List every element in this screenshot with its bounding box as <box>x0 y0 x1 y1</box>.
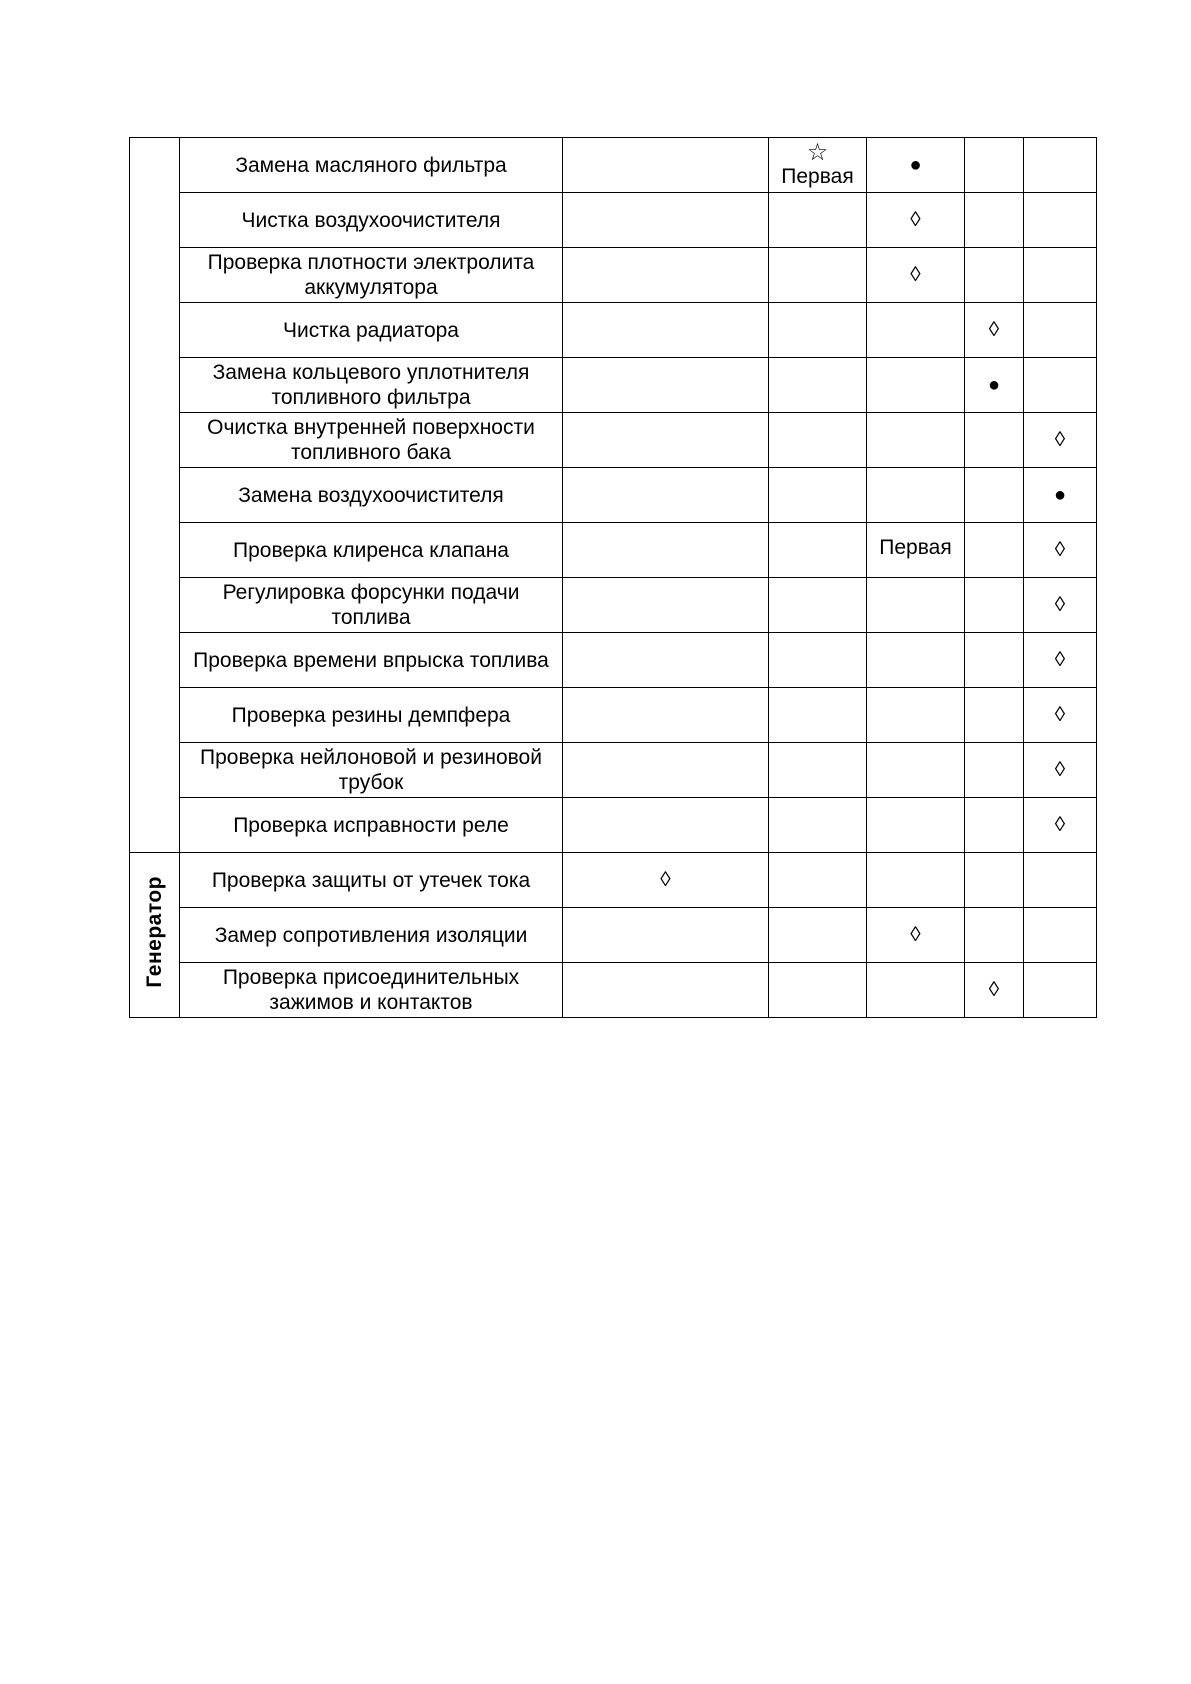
diamond-icon: ◊ <box>910 208 921 231</box>
interval-cell <box>1024 743 1097 798</box>
task-cell: Проверка защиты от утечек тока <box>180 853 563 908</box>
bullet-icon: ● <box>909 154 922 176</box>
interval-cell <box>1024 138 1097 193</box>
interval-cell <box>867 798 965 853</box>
interval-cell <box>563 193 769 248</box>
interval-cell <box>1024 798 1097 853</box>
interval-cell <box>769 908 867 963</box>
interval-cell <box>769 853 867 908</box>
interval-cell <box>867 963 965 1018</box>
interval-cell <box>769 413 867 468</box>
interval-cell <box>867 578 965 633</box>
interval-cell <box>563 413 769 468</box>
table-body <box>130 138 1097 1018</box>
interval-cell <box>563 743 769 798</box>
task-cell: Очистка внутренней поверхности топливного бака <box>180 413 563 468</box>
diamond-icon: ◊ <box>1054 758 1066 781</box>
bullet-icon: ● <box>987 374 1001 396</box>
interval-cell <box>965 743 1024 798</box>
interval-cell <box>965 853 1024 908</box>
interval-cell <box>1024 303 1097 358</box>
interval-cell <box>867 303 965 358</box>
interval-cell <box>965 468 1024 523</box>
interval-cell <box>965 413 1024 468</box>
interval-cell <box>867 633 965 688</box>
interval-cell <box>1024 908 1097 963</box>
interval-cell <box>867 413 965 468</box>
table-row <box>130 908 1097 963</box>
table-row <box>130 963 1097 1018</box>
first-note: Первая <box>781 165 854 188</box>
interval-cell <box>769 468 867 523</box>
interval-cell <box>965 193 1024 248</box>
task-cell: Чистка радиатора <box>180 303 563 358</box>
table-row <box>130 303 1097 358</box>
interval-cell <box>563 578 769 633</box>
interval-cell <box>769 688 867 743</box>
group-cell <box>130 853 180 1018</box>
task-cell: Регулировка форсунки подачи топлива <box>180 578 563 633</box>
interval-cell <box>1024 688 1097 743</box>
interval-cell <box>769 798 867 853</box>
task-cell: Проверка времени впрыска топлива <box>180 633 563 688</box>
task-cell: Замена воздухоочистителя <box>180 468 563 523</box>
group-label: Генератор <box>143 876 166 988</box>
interval-cell <box>1024 358 1097 413</box>
interval-cell <box>867 908 965 963</box>
diamond-icon: ◊ <box>988 978 1000 1001</box>
interval-cell <box>965 963 1024 1018</box>
interval-cell <box>563 523 769 578</box>
diamond-icon: ◊ <box>1054 648 1066 671</box>
table-row <box>130 688 1097 743</box>
group-cell <box>130 138 180 853</box>
interval-cell <box>867 248 965 303</box>
task-cell: Проверка клиренса клапана <box>180 523 563 578</box>
interval-cell <box>769 248 867 303</box>
interval-cell <box>965 908 1024 963</box>
interval-cell <box>563 138 769 193</box>
task-cell: Проверка резины демпфера <box>180 688 563 743</box>
interval-cell <box>965 688 1024 743</box>
table-row <box>130 358 1097 413</box>
table-row <box>130 468 1097 523</box>
interval-cell <box>563 853 769 908</box>
interval-cell <box>563 798 769 853</box>
interval-cell <box>563 303 769 358</box>
table-row <box>130 853 1097 908</box>
interval-cell <box>867 468 965 523</box>
interval-cell <box>1024 633 1097 688</box>
task-cell: Проверка плотности электролита аккумулятора <box>180 248 563 303</box>
interval-cell <box>965 248 1024 303</box>
interval-cell <box>867 138 965 193</box>
interval-cell <box>769 633 867 688</box>
interval-cell <box>563 633 769 688</box>
task-cell: Замена масляного фильтра <box>180 138 563 193</box>
interval-cell <box>965 633 1024 688</box>
maintenance-schedule-table <box>129 137 1097 1018</box>
table-row <box>130 523 1097 578</box>
diamond-icon: ◊ <box>1054 428 1066 451</box>
interval-cell <box>965 578 1024 633</box>
interval-cell <box>769 523 867 578</box>
interval-cell <box>867 853 965 908</box>
interval-cell <box>867 523 965 578</box>
bullet-icon: ● <box>1053 484 1067 506</box>
diamond-icon: ◊ <box>988 318 1000 341</box>
task-cell: Замена кольцевого уплотнителя топливного фильтра <box>180 358 563 413</box>
table-row <box>130 138 1097 193</box>
table-row <box>130 578 1097 633</box>
diamond-icon: ◊ <box>660 868 671 891</box>
interval-cell <box>965 358 1024 413</box>
diamond-icon: ◊ <box>910 923 921 946</box>
interval-cell <box>1024 578 1097 633</box>
interval-cell <box>867 688 965 743</box>
table-row <box>130 798 1097 853</box>
interval-cell <box>769 358 867 413</box>
interval-cell <box>563 908 769 963</box>
diamond-icon: ◊ <box>1054 703 1066 726</box>
diamond-icon: ◊ <box>1054 538 1066 561</box>
interval-cell <box>965 138 1024 193</box>
interval-cell <box>563 688 769 743</box>
interval-cell <box>769 743 867 798</box>
task-cell: Проверка исправности реле <box>180 798 563 853</box>
interval-cell <box>867 193 965 248</box>
task-cell: Замер сопротивления изоляции <box>180 908 563 963</box>
diamond-icon: ◊ <box>910 263 921 286</box>
interval-cell <box>769 193 867 248</box>
task-cell: Проверка присоединительных зажимов и контактов <box>180 963 563 1018</box>
first-note: Первая <box>879 536 952 559</box>
interval-cell <box>1024 193 1097 248</box>
interval-cell <box>563 248 769 303</box>
interval-cell <box>563 963 769 1018</box>
interval-cell <box>965 523 1024 578</box>
interval-cell <box>769 578 867 633</box>
table-row <box>130 248 1097 303</box>
task-cell: Чистка воздухоочистителя <box>180 193 563 248</box>
interval-cell <box>1024 963 1097 1018</box>
interval-cell <box>769 138 867 193</box>
diamond-icon: ◊ <box>1054 813 1066 836</box>
interval-cell <box>867 358 965 413</box>
interval-cell <box>563 358 769 413</box>
interval-cell <box>965 303 1024 358</box>
interval-cell <box>867 743 965 798</box>
interval-cell <box>1024 468 1097 523</box>
interval-cell <box>769 303 867 358</box>
interval-cell <box>769 963 867 1018</box>
interval-cell <box>1024 413 1097 468</box>
task-cell: Проверка нейлоновой и резиновой трубок <box>180 743 563 798</box>
table-row <box>130 193 1097 248</box>
interval-cell <box>1024 248 1097 303</box>
interval-cell <box>1024 853 1097 908</box>
interval-cell <box>563 468 769 523</box>
table-row <box>130 743 1097 798</box>
star-icon: ☆ <box>806 139 829 166</box>
diamond-icon: ◊ <box>1054 593 1066 616</box>
table-row <box>130 413 1097 468</box>
interval-cell <box>1024 523 1097 578</box>
interval-cell <box>965 798 1024 853</box>
table-row <box>130 633 1097 688</box>
